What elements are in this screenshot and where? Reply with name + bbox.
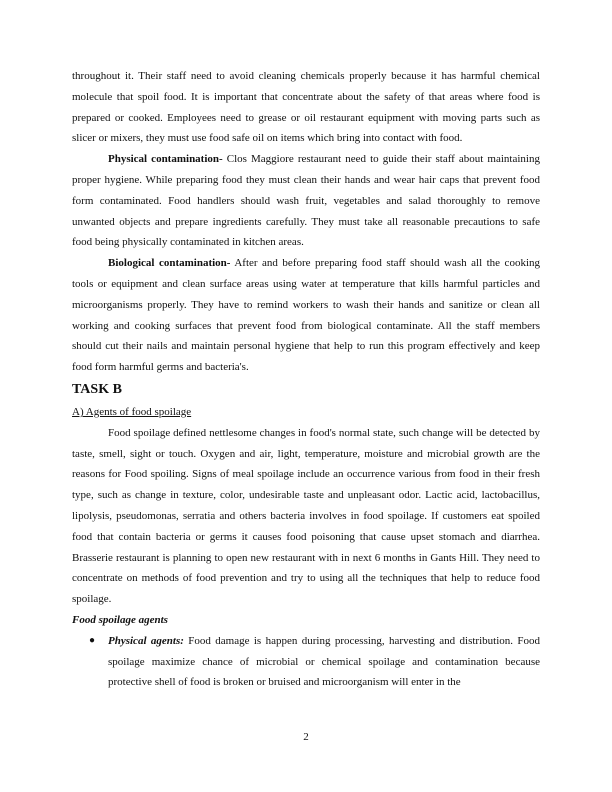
bullet-icon: ●: [89, 634, 96, 646]
physical-contamination-label: Physical contamination-: [108, 153, 223, 166]
task-b-heading: TASK B: [72, 381, 122, 397]
physical-agents-label: Physical agents:: [108, 634, 184, 647]
document-page: [72, 66, 540, 693]
biological-contamination-label: Biological contamination-: [108, 257, 231, 270]
agents-of-food-spoilage-heading: A) Agents of food spoilage: [72, 405, 192, 418]
paragraph-physical-contamination: [72, 149, 540, 253]
biological-contamination-text: After and before preparing food staff should wash all the cooking tools or equipment and clean surface areas using water at temperature that kills harmful particles and microorganisms properly. They have to remind workers to wash their hands and sanitize or clean all working and cooking surfaces that prevent food from biological contaminate. All the staff members should cut their nails and maintain personal hygiene that help to run this program effectively and keep food form harmful germs and bacteria's.: [72, 257, 540, 374]
paragraph-food-spoilage-intro: Food spoilage defined nettlesome changes in food's normal state, such change will be detected by taste, smell, sight or touch. Oxygen and air, light, temperature, moisture and microbial growth are the reasons for Food spoiling. Signs of meal spoilage include an occurrence various from food in their fresh type, such as change in texture, color, undesirable taste and unpleasant odor. Lactic acid, lactobacillus, lipolysis, pseudomonas, serratia and others bacteria involves in food spoilage. If customers eat spoiled food that contain bacteria or germs it causes food poisoning that cause upset stomach and diarrhea. Brasserie restaurant is planning to open new restaurant with in next 6 months in Gants Hill. They need to concentrate on methods of food prevention and try to using all the techniques that help to reduce food spoilage.: [72, 426, 540, 606]
spoilage-agents-list: [72, 631, 540, 693]
physical-agents-text: Food damage is happen during processing, harvesting and distribution. Food spoilage maximize chance of microbial or chemical spoilage and contamination because protective shell of food is broken or bruised and microorganism will enter in the: [108, 634, 541, 689]
page-number: 2: [303, 731, 309, 743]
food-spoilage-agents-heading: Food spoilage agents: [72, 613, 168, 626]
paragraph-biological-contamination: [72, 253, 540, 378]
section-subheading: [72, 402, 540, 423]
list-item: [72, 631, 540, 693]
paragraph-continuation: throughout it. Their staff need to avoid cleaning chemicals properly because it has harmful chemical molecule that spoil food. It is important that concentrate about the safety of that areas where food is prepared or cooked. Employees need to grease or oil restaurant equipment with moving parts such as slicer or mixers, they must use food safe oil on items which bring into contact with food.: [72, 70, 540, 145]
physical-contamination-text: Clos Maggiore restaurant need to guide their staff about maintaining proper hygiene. While preparing food they must clean their hands and wear hair caps that prevent food form contaminated. Food handlers should wash fruit, vegetables and salad thoroughly to remove unwanted objects and prepare ingredients carefully. They must take all reasonable precautions to safe food being physically contaminated in kitchen areas.: [72, 153, 540, 249]
